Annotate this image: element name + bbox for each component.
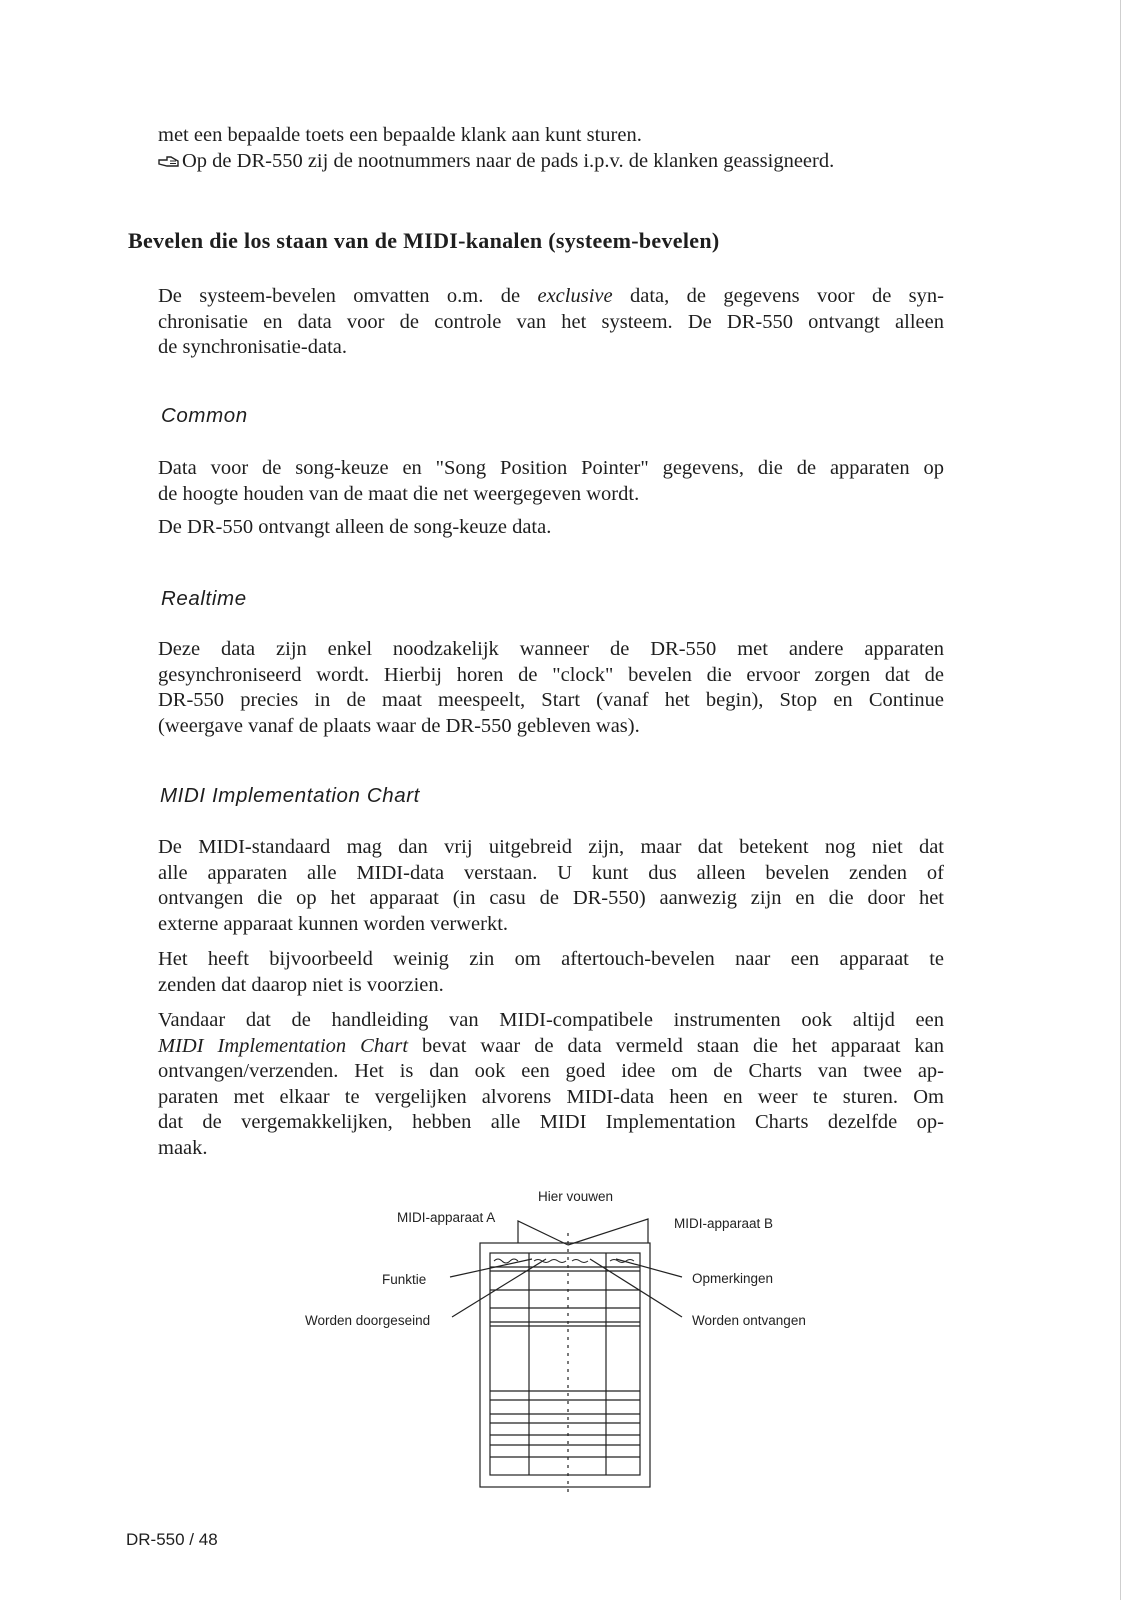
- fold-left-flap: [518, 1221, 568, 1245]
- midi-chart-heading: MIDI Implementation Chart: [160, 784, 420, 807]
- common-paragraph-1: [158, 456, 944, 507]
- system-paragraph: [158, 284, 944, 361]
- realtime-paragraph: [158, 637, 944, 739]
- midi-p3-line-6: maak.: [158, 1136, 208, 1159]
- system-line-1: [158, 284, 944, 310]
- label-device-b: MIDI-apparaat B: [674, 1216, 774, 1231]
- realtime-heading: Realtime: [161, 587, 247, 610]
- midi-p3-line-3: ontvangen/verzenden. Het is dan ook een goed idee om de Charts van twee ap-: [158, 1060, 944, 1082]
- midi-chart-diagram: [300, 1189, 860, 1495]
- midi-p1-line-4: externe apparaat kunnen worden verwerkt.: [158, 912, 509, 935]
- intro-paragraph: [158, 123, 948, 176]
- midi-p1-line-1: De MIDI-standaard mag dan vrij uitgebreid zijn, maar dat betekent nog niet dat: [158, 836, 944, 858]
- intro-note-text: Op de DR-550 zij de nootnummers naar de pads i.p.v. de klanken geassigneerd.: [182, 149, 835, 172]
- label-device-a: MIDI-apparaat A: [397, 1210, 496, 1225]
- realtime-line-2: gesynchroniseerd wordt. Hierbij horen de "clock" bevelen die ervoor zorgen dat de: [158, 663, 944, 686]
- midi-p2-line-2: zenden dat daarop niet is voorzien.: [158, 973, 444, 996]
- hand-pointer-icon: [158, 151, 182, 177]
- system-line-3: de synchronisatie-data.: [158, 336, 347, 358]
- label-function: Funktie: [382, 1272, 427, 1287]
- system-line-1-pre: De systeem-bevelen omvatten o.m. de: [158, 285, 538, 307]
- label-transmitted: Worden doorgeseind: [305, 1313, 431, 1328]
- system-line-1-post: data, de gegevens voor de syn-: [612, 285, 944, 307]
- midi-p3-line-1: Vandaar dat de handleiding van MIDI-compatibele instrumenten ook altijd een: [158, 1009, 944, 1031]
- section-title: Bevelen die los staan van de MIDI-kanalen (systeem-bevelen): [128, 228, 720, 253]
- scan-edge-line: [1120, 0, 1121, 1600]
- midi-p3-line-2-post: bevat waar de data vermeld staan die het apparaat kan: [408, 1034, 945, 1057]
- intro-line-2: [158, 149, 948, 177]
- realtime-line-4: (weergave vanaf de plaats waar de DR-550 gebleven was).: [158, 714, 640, 737]
- midi-p3-emphasis: MIDI Implementation Chart: [158, 1034, 409, 1057]
- midi-chart-paragraph-1: [158, 835, 944, 937]
- common-line-2: de hoogte houden van de maat die net weergegeven wordt.: [158, 482, 640, 505]
- chart-inner-border: [490, 1253, 640, 1475]
- realtime-line-3: DR-550 precies in de maat meespeelt, Start (vanaf het begin), Stop en Continue: [158, 689, 944, 711]
- common-heading: Common: [161, 404, 248, 427]
- midi-p3-line-5: dat de vergemakkelijken, hebben alle MIDI Implementation Charts dezelfde op-: [158, 1111, 944, 1133]
- system-emphasis: exclusive: [537, 285, 613, 307]
- fold-right-flap: [568, 1219, 648, 1245]
- midi-chart-paragraph-2: [158, 947, 944, 998]
- midi-p3-line-4: paraten met elkaar te vergelijken alvorens MIDI-data heen en weer te sturen. Om: [158, 1085, 944, 1108]
- common-line-1: Data voor de song-keuze en "Song Position Pointer" gegevens, die de apparaten op: [158, 457, 944, 479]
- midi-p1-line-2: alle apparaten alle MIDI-data verstaan. U kunt dus alleen bevelen zenden of: [158, 861, 944, 884]
- label-remarks: Opmerkingen: [692, 1271, 774, 1286]
- midi-p2-line-1: Het heeft bijvoorbeeld weinig zin om aftertouch-bevelen naar een apparaat te: [158, 948, 944, 970]
- leader-opmerkingen: [616, 1259, 682, 1277]
- intro-line-1: met een bepaalde toets een bepaalde klank aan kunt sturen.: [158, 124, 642, 146]
- page-footer: DR-550 / 48: [126, 1530, 218, 1549]
- chart-outer-border: [480, 1243, 650, 1487]
- label-fold-here: Hier vouwen: [538, 1189, 614, 1204]
- system-line-2: chronisatie en data voor de controle van het systeem. De DR-550 ontvangt alleen: [158, 310, 944, 333]
- leader-funktie: [450, 1259, 532, 1277]
- midi-chart-paragraph-3: [158, 1008, 944, 1161]
- realtime-line-1: Deze data zijn enkel noodzakelijk wanneer de DR-550 met andere apparaten: [158, 638, 944, 660]
- common-paragraph-2: De DR-550 ontvangt alleen de song-keuze data.: [158, 516, 552, 538]
- midi-p3-line-2: [158, 1034, 944, 1060]
- label-received: Worden ontvangen: [692, 1313, 806, 1328]
- diagram-drawing: [300, 1195, 860, 1495]
- midi-p1-line-3: ontvangen die op het apparaat (in casu de DR-550) aanwezig zijn en die door het: [158, 887, 944, 909]
